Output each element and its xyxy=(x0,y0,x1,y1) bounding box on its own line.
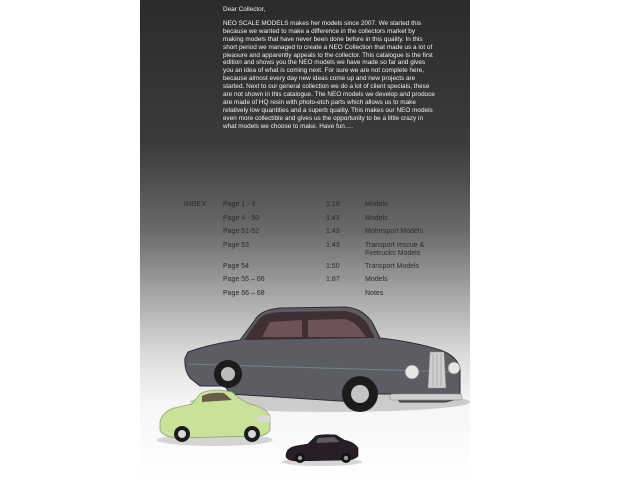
index-row xyxy=(223,242,453,263)
model-cars-photo xyxy=(140,290,470,480)
index-row xyxy=(223,263,453,277)
index-scale: 1:43 xyxy=(326,214,340,222)
letter-body-text: makes her models since 2007. We started this because we wanted to make a difference in the collectors market by making models that have never been done before in this quality. In this short period we managed to create a NEO Collection that made us a lot of pleasure and apparently appeals to the collector. This catalogue is the first edition and shows you the NEO models we have made so far and gives you an idea of what is coming next. For sure we are not complete here, because almost every day new ideas come up and new projects are started. Next to our general collection we do a lot of client specials, these are not shown in this catalogue. The NEO models we develop and produce are made of HQ resin with photo-etch parts which allows us to make relatively low quantities and a superb quality. This makes our NEO models even more collectible and gives us the opportunity to be a little crazy in what models we choose to make. Have fun…. xyxy=(223,19,435,130)
index-category: Models xyxy=(365,276,388,283)
brand-name: NEO SCALE MODELS xyxy=(223,19,289,27)
index-row xyxy=(223,276,453,290)
index-page-range: Page 54 xyxy=(223,262,250,270)
index-heading: INDEX xyxy=(184,201,207,208)
index-row xyxy=(223,215,453,229)
index-category: Notes xyxy=(365,289,384,297)
index-category: Models xyxy=(365,201,388,208)
index-scale: 1:50 xyxy=(326,262,340,270)
index-category: Transport Models xyxy=(365,262,420,270)
index-scale: 1:43 xyxy=(326,228,340,235)
index-table xyxy=(223,201,453,303)
index-scale: 1:87 xyxy=(326,276,340,283)
index-category: Transport rescue & Firetrucks Models xyxy=(365,241,425,257)
index-category: Motorsport Models xyxy=(365,228,423,235)
introduction-letter xyxy=(223,6,435,131)
index-scale: 1:43 xyxy=(326,241,340,249)
catalogue-page xyxy=(140,0,470,480)
index-scale: 1:18 xyxy=(326,201,340,208)
index-page-range: Page 53 xyxy=(223,241,250,249)
dark-sedan-model-car xyxy=(282,435,362,466)
index-page-range: Page 4 - 50 xyxy=(223,214,260,222)
index-row xyxy=(223,201,453,215)
model-cars-illustration xyxy=(140,290,470,480)
index-page-range: Page 51-52 xyxy=(223,228,260,235)
index-page-range: Page 66 – 68 xyxy=(223,289,265,297)
letter-body xyxy=(223,20,435,131)
letter-salutation: Dear Collector, xyxy=(223,6,266,13)
index-page-range: Page 1 - 3 xyxy=(223,201,256,208)
index-row xyxy=(223,228,453,242)
index-category: Models xyxy=(365,214,388,222)
index-page-range: Page 55 – 66 xyxy=(223,276,265,283)
